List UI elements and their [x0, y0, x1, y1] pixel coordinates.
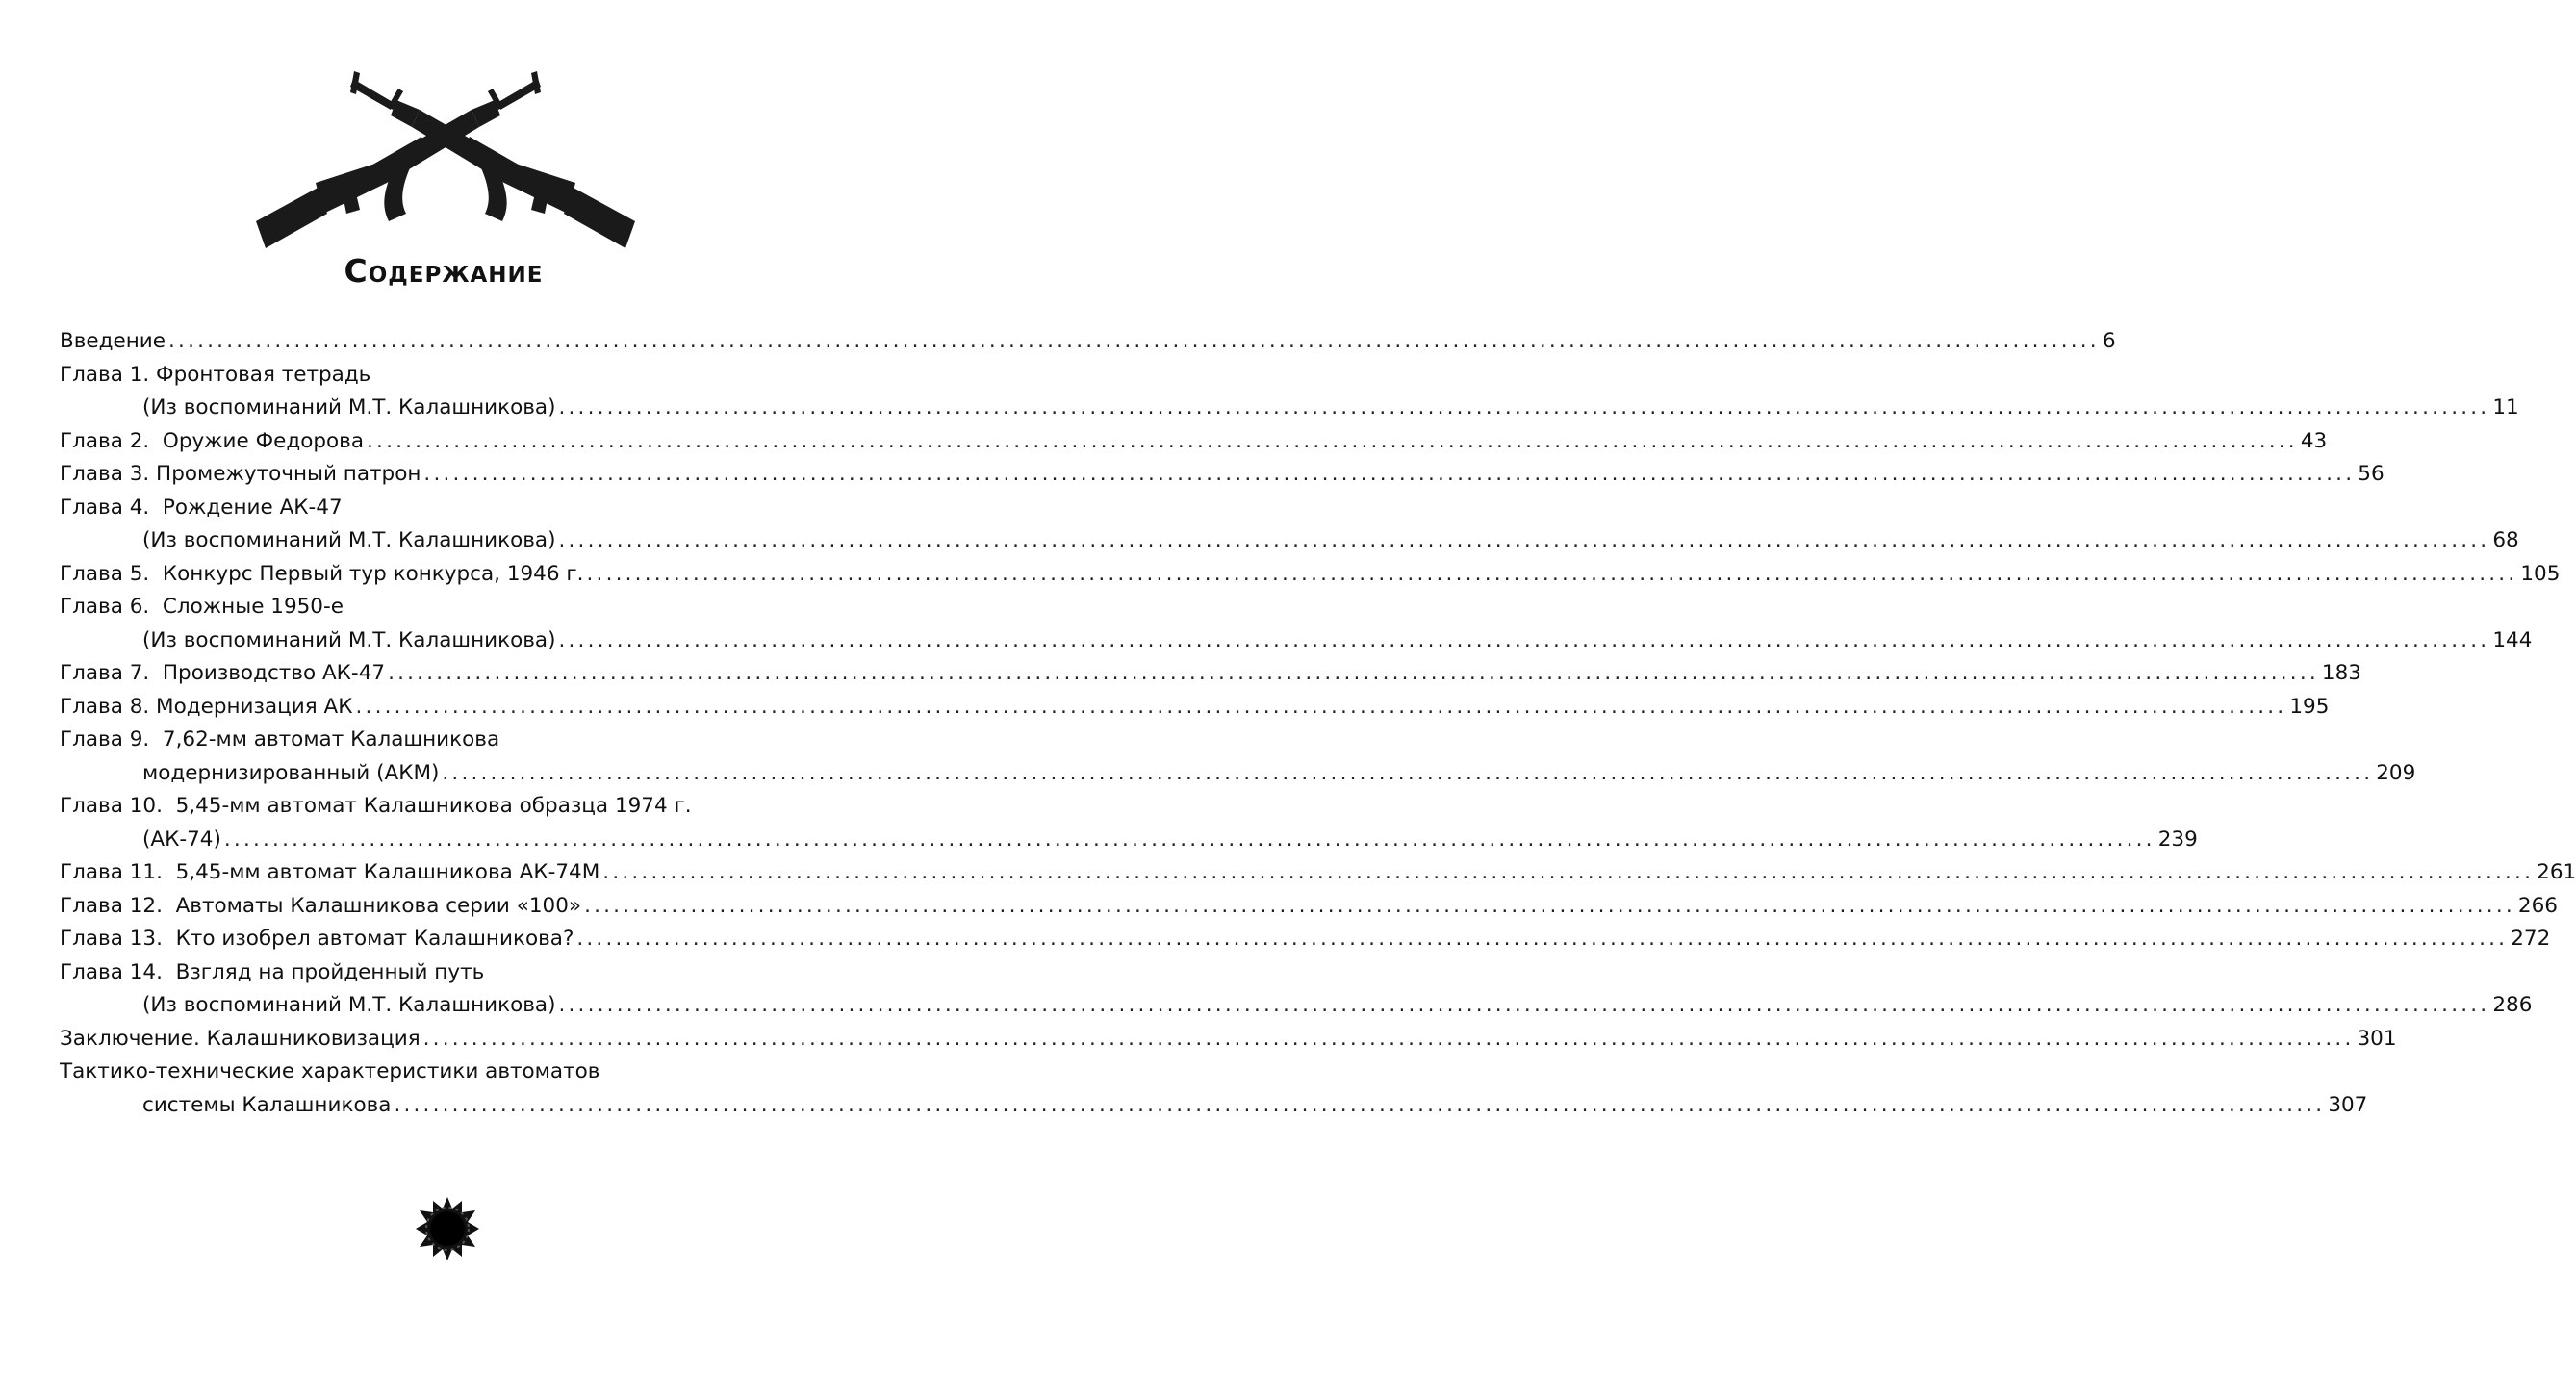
toc-page-number: 261 [2537, 860, 2576, 884]
dot-leader: ........................................................................................................................................................................................................ [558, 993, 2490, 1017]
toc-entry-title: Глава 12. Автоматы Калашникова серии «100» [60, 893, 582, 918]
toc-entry-title: (АК-74) [142, 827, 221, 852]
toc-row [60, 624, 2533, 658]
dot-leader: ........................................................................................................................................................................................................ [223, 827, 2155, 852]
toc-page-number: 209 [2376, 760, 2416, 785]
toc-entry-title: Глава 9. 7,62-мм автомат Калашникова [60, 727, 500, 751]
toc-row [60, 757, 2416, 791]
bullet-hole-icon [412, 1193, 483, 1264]
toc-row [60, 1056, 833, 1089]
table-of-contents [60, 325, 2576, 1122]
toc-row [60, 325, 2116, 359]
toc-page-number: 301 [2357, 1026, 2397, 1051]
toc-entry-title: Глава 3. Промежуточный патрон [60, 462, 421, 486]
toc-row [60, 989, 2533, 1023]
toc-row [60, 657, 2361, 691]
toc-page-number: 43 [2300, 428, 2328, 453]
toc-row [60, 790, 833, 824]
toc-page-number: 6 [2102, 329, 2116, 353]
toc-entry-title: Тактико-технические характеристики автоматов [60, 1059, 600, 1083]
dot-leader: ........................................................................................................................................................................................................ [355, 694, 2287, 719]
dot-leader: ........................................................................................................................................................................................................ [388, 661, 2319, 685]
toc-row [60, 591, 833, 624]
toc-page-number: 272 [2511, 927, 2551, 951]
toc-page-number: 105 [2520, 561, 2561, 586]
toc-entry-title: Глава 13. Кто изобрел автомат Калашникова? [60, 927, 574, 951]
toc-page-number: 195 [2289, 694, 2330, 719]
toc-entry-title: Заключение. Калашниковизация [60, 1026, 421, 1051]
dot-leader: ........................................................................................................................................................................................................ [367, 428, 2298, 453]
toc-row [60, 724, 833, 757]
toc-row [60, 524, 2519, 558]
toc-entry-title: (Из воспоминаний М.Т. Калашникова) [142, 627, 556, 652]
toc-row [60, 359, 833, 393]
toc-page-number: 239 [2157, 827, 2198, 852]
dot-leader: ........................................................................................................................................................................................................ [584, 893, 2515, 918]
toc-row [60, 558, 2561, 592]
dot-leader: ........................................................................................................................................................................................................ [558, 528, 2490, 552]
dot-leader: ........................................................................................................................................................................................................ [168, 329, 2100, 353]
toc-entry-title: Глава 7. Производство АК-47 [60, 661, 386, 685]
toc-row [60, 890, 2558, 924]
toc-entry-title: (Из воспоминаний М.Т. Калашникова) [142, 528, 556, 552]
dot-leader: ........................................................................................................................................................................................................ [423, 462, 2356, 486]
toc-page-number: 286 [2492, 993, 2533, 1017]
dot-leader: ........................................................................................................................................................................................................ [586, 561, 2518, 586]
toc-entry-title: Глава 11. 5,45-мм автомат Калашникова АК-74М [60, 860, 600, 884]
toc-entry-title: Глава 2. Оружие Федорова [60, 428, 364, 453]
toc-page-number: 11 [2492, 395, 2519, 420]
toc-entry-title: модернизированный (АКМ) [142, 760, 440, 785]
toc-row [60, 691, 2330, 725]
toc-entry-title: Введение [60, 329, 166, 353]
dot-leader: ........................................................................................................................................................................................................ [602, 860, 2535, 884]
toc-entry-title: Глава 6. Сложные 1950-е [60, 595, 344, 619]
toc-entry-title: Глава 8. Модернизация АК [60, 694, 353, 719]
toc-row [60, 824, 2198, 857]
dot-leader: ........................................................................................................................................................................................................ [558, 395, 2490, 420]
toc-entry-title: Глава 5. Конкурс Первый тур конкурса, 1946 г. [60, 561, 584, 586]
toc-entry-title: Глава 1. Фронтовая тетрадь [60, 362, 371, 387]
toc-row [60, 956, 833, 990]
toc-entry-title: Глава 10. 5,45-мм автомат Калашникова образца 1974 г. [60, 794, 692, 818]
toc-page-number: 266 [2517, 893, 2558, 918]
toc-row [60, 458, 2385, 492]
toc-page-number: 68 [2492, 528, 2519, 552]
toc-page-number: 56 [2358, 462, 2385, 486]
dot-leader: ........................................................................................................................................................................................................ [558, 627, 2490, 652]
dot-leader: ........................................................................................................................................................................................................ [394, 1092, 2326, 1117]
toc-entry-title: Глава 4. Рождение АК-47 [60, 495, 343, 520]
toc-row [60, 856, 2576, 890]
toc-entry-title: Глава 14. Взгляд на пройденный путь [60, 959, 485, 984]
toc-page-number: 307 [2328, 1092, 2368, 1117]
toc-entry-title: системы Калашникова [142, 1092, 392, 1117]
page-title: Содержание [344, 252, 544, 290]
dot-leader: ........................................................................................................................................................................................................ [442, 760, 2374, 785]
dot-leader: ........................................................................................................................................................................................................ [576, 927, 2509, 951]
toc-page-number: 144 [2492, 627, 2533, 652]
dot-leader: ........................................................................................................................................................................................................ [422, 1026, 2355, 1051]
toc-row [60, 425, 2328, 459]
toc-entry-title: (Из воспоминаний М.Т. Калашникова) [142, 993, 556, 1017]
toc-row [60, 923, 2551, 956]
toc-page-number: 183 [2321, 661, 2361, 685]
toc-row [60, 1023, 2397, 1057]
crossed-rifles-icon [252, 69, 639, 252]
toc-entry-title: (Из воспоминаний М.Т. Калашникова) [142, 395, 556, 420]
toc-row [60, 392, 2519, 425]
toc-row [60, 1089, 2368, 1123]
toc-row [60, 492, 833, 525]
